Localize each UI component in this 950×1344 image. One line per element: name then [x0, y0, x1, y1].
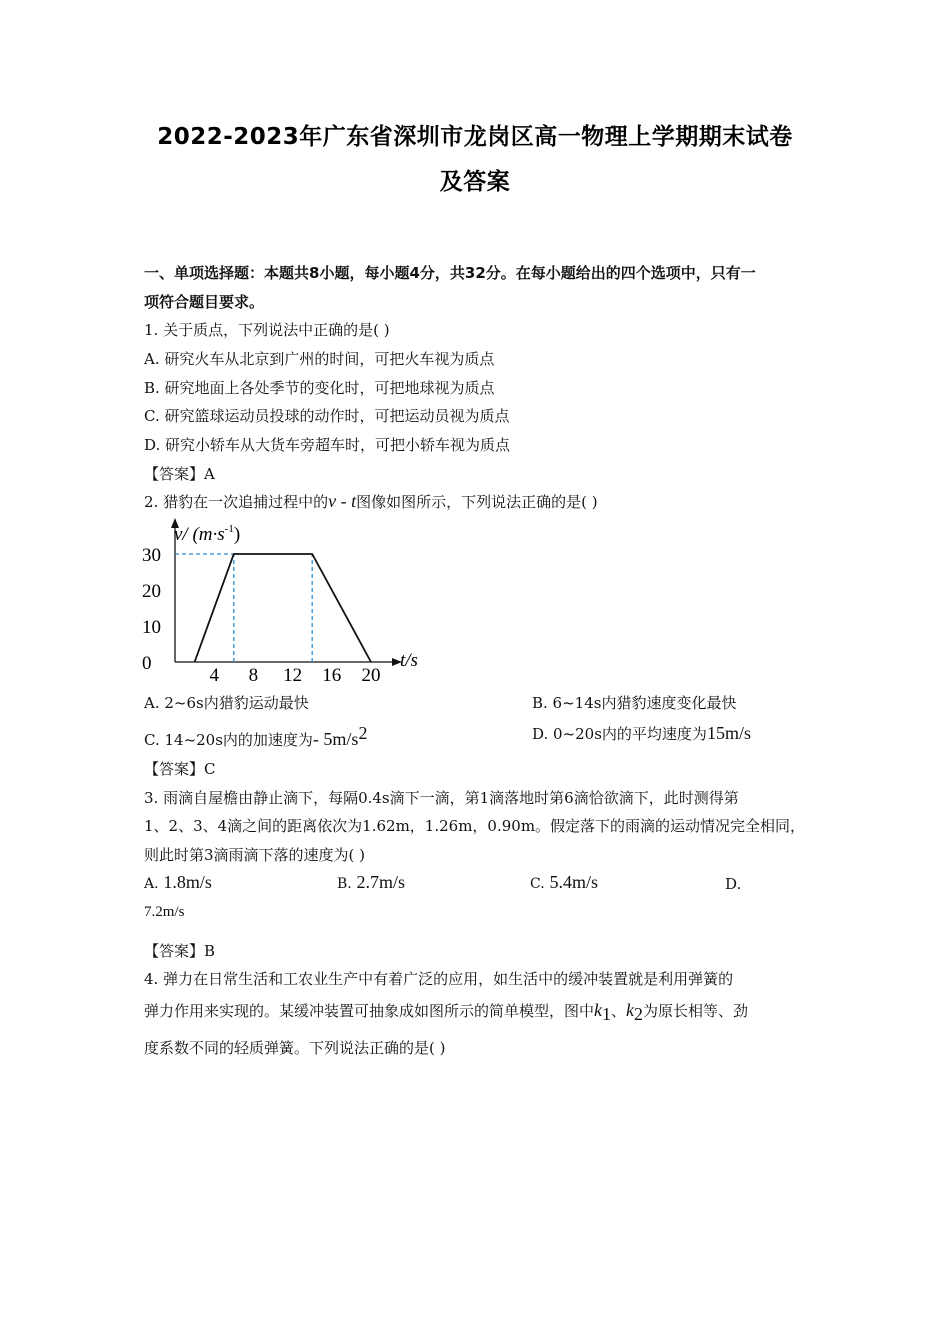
x-axis-label: t/s: [400, 650, 418, 671]
q3-option-a-value: 1.8m/s: [163, 872, 212, 892]
q4-line2: [144, 1000, 748, 1025]
x-tick-label: 12: [283, 665, 303, 686]
x-tick-label: 20: [361, 665, 381, 686]
doc-title-line1: 2022-2023年广东省深圳市龙岗区高一物理上学期期末试卷: [157, 124, 793, 150]
q1-option-c: C. 研究篮球运动员投球的动作时，可把运动员视为质点: [144, 407, 510, 425]
section-heading-line1: 一、单项选择题：本题共8小题，每小题4分，共32分。在每小题给出的四个选项中，只有一: [144, 264, 756, 282]
q3-option-d-label: D.: [725, 875, 742, 893]
y-tick-label: 10: [142, 617, 161, 638]
section-heading-line2: 项符合题目要求。: [144, 293, 265, 311]
x-tick-label: 8: [248, 665, 259, 686]
q1-option-b: B. 研究地面上各处季节的变化时，可把地球视为质点: [144, 379, 495, 397]
q2-stem-post: 图像如图所示，下列说法正确的是( ): [356, 493, 598, 511]
q3-option-c: [530, 872, 598, 893]
q2-option-c-text: C. 14~20s内的加速度为: [144, 731, 313, 749]
q2-option-c-sup: 2: [358, 723, 368, 743]
q1-option-d: D. 研究小轿车从大货车旁超车时，可把小轿车视为质点: [144, 436, 511, 454]
x-tick-label: 16: [322, 665, 342, 686]
q1-answer: 【答案】A: [144, 465, 215, 483]
q2-stem: [144, 491, 598, 512]
q3-option-b-value: 2.7m/s: [356, 872, 406, 892]
q2-stem-pre: 2. 猎豹在一次追捕过程中的: [144, 493, 329, 511]
q4-line2-text-end: 为原长相等、劲: [643, 1002, 749, 1020]
q2-option-d-text: D. 0~20s内的平均速度为: [532, 725, 707, 743]
y-tick-label: 0: [142, 653, 152, 674]
q3-option-b-label: B.: [337, 876, 352, 892]
q3-option-c-label: C.: [530, 876, 545, 892]
y-tick-label: 20: [142, 581, 161, 602]
q4-line3: 度系数不同的轻质弹簧。下列说法正确的是( ): [144, 1039, 446, 1057]
q2-option-c: [144, 723, 367, 750]
q3-option-a-label: A.: [144, 876, 159, 892]
q3-option-b: [337, 872, 405, 893]
vt-chart: [140, 516, 440, 686]
x-tick-label: 4: [209, 665, 219, 686]
q4-k1: k: [594, 1000, 603, 1020]
y-tick-label: 30: [142, 545, 161, 566]
q2-option-d: [532, 723, 751, 744]
q3-answer: 【答案】B: [144, 942, 216, 960]
q3-option-c-value: 5.4m/s: [549, 872, 598, 892]
q2-option-b: B. 6~14s内猎豹速度变化最快: [532, 694, 737, 712]
series-line-v: [195, 554, 371, 662]
q2-option-c-value: - 5m/s: [312, 729, 359, 749]
q4-k2: k: [626, 1000, 635, 1020]
q4-line2-text: 弹力作用来实现的。某缓冲装置可抽象成如图所示的简单模型，图中: [144, 1002, 595, 1020]
q4-k1-sub: 1: [602, 1004, 612, 1024]
q2-option-a: A. 2~6s内猎豹运动最快: [144, 694, 309, 712]
q3-stem-line2: 1、2、3、4滴之间的距离依次为1.62m，1.26m，0.90m。假定落下的雨滴的运动情况完全相同，: [144, 817, 806, 835]
q2-stem-math: v - t: [328, 491, 357, 511]
q4-line1: 4. 弹力在日常生活和工农业生产中有着广泛的应用，如生活中的缓冲装置就是利用弹簧的: [144, 970, 734, 988]
q3-stem-line1: 3. 雨滴自屋檐由静止滴下，每隔0.4s滴下一滴，第1滴落地时第6滴恰欲滴下，此时测得第: [144, 789, 739, 807]
q3-option-d-value: 7.2m/s: [144, 904, 185, 920]
doc-title-line2: 及答案: [439, 169, 511, 195]
q2-answer: 【答案】C: [144, 760, 216, 778]
q4-k2-sub: 2: [634, 1004, 644, 1024]
q2-option-d-value: 15m/s: [706, 723, 751, 743]
q1-stem: 1. 关于质点，下列说法中正确的是( ): [144, 321, 390, 339]
q3-stem-line3: 则此时第3滴雨滴下落的速度为( ): [144, 846, 366, 864]
q1-option-a: A. 研究火车从北京到广州的时间，可把火车视为质点: [144, 350, 495, 368]
q3-option-a: [144, 872, 212, 893]
q4-separator: 、: [611, 1002, 627, 1020]
y-axis-label: v/ $(m\cdot s^{-1})$: [174, 523, 241, 545]
